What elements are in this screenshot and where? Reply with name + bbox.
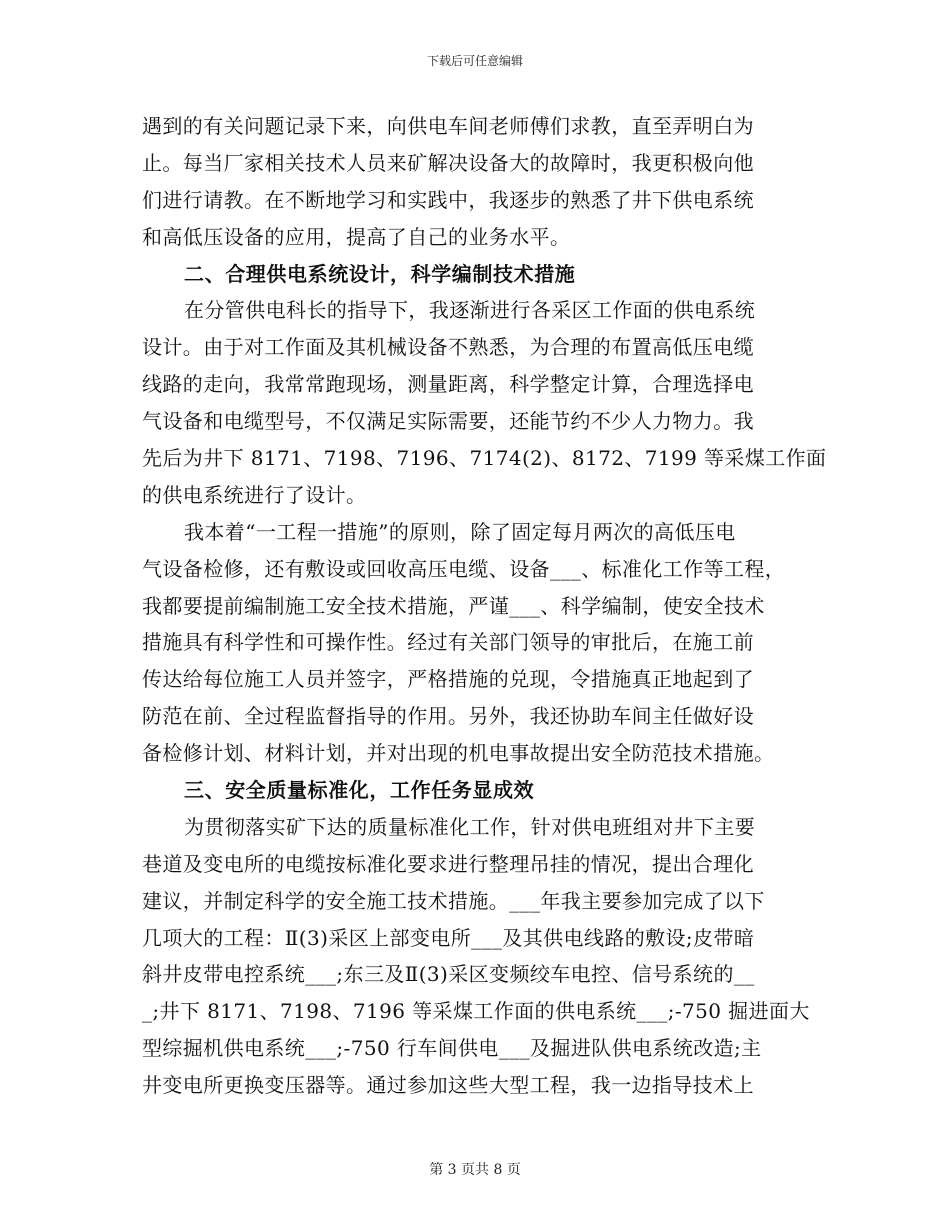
text-line: 线路的走向，我常常跑现场，测量距离，科学整定计算，合理选择电 [142,372,754,397]
text-line: 气设备和电缆型号，不仅满足实际需要，还能节约不少人力物力。我 [142,409,754,434]
text-line: 我都要提前编制施工安全技术措施，严谨___、科学编制，使安全技术 [142,593,765,618]
text-line: 防范在前、全过程监督指导的作用。另外，我还协助车间主任做好设 [142,704,754,729]
text-line: 备检修计划、材料计划，并对出现的机电事故提出安全防范技术措施。 [142,741,775,766]
page-footer: 第 3 页共 8 页 [429,1162,521,1178]
section-heading-3: 三、安全质量标准化，工作任务显成效 [184,778,535,803]
section-heading-2: 二、合理供电系统设计，科学编制技术措施 [184,261,576,286]
text-line: 措施具有科学性和可操作性。经过有关部门领导的审批后，在施工前 [142,630,754,655]
text-line: 止。每当厂家相关技术人员来矿解决设备大的故障时，我更积极向他 [142,150,754,175]
document-body [142,108,827,1104]
text-line: 在分管供电科长的指导下，我逐渐进行各采区工作面的供电系统 [184,298,756,323]
text-line: 型综掘机供电系统___;-750 行车间供电___及掘进队供电系统改造;主 [142,1036,762,1061]
text-line: 和高低压设备的应用，提高了自己的业务水平。 [142,224,571,249]
text-line: 我本着“一工程一措施”的原则，除了固定每月两次的高低压电 [184,519,736,544]
text-line: 设计。由于对工作面及其机械设备不熟悉，为合理的布置高低压电缆 [142,335,754,360]
text-line: 的供电系统进行了设计。 [142,482,367,507]
text-line: 斜井皮带电控系统___;东三及Ⅱ(3)采区变频绞车电控、信号系统的__ [142,962,755,987]
text-line: 井变电所更换变压器等。通过参加这些大型工程，我一边指导技术上 [142,1073,754,1098]
text-line: 们进行请教。在不断地学习和实践中，我逐步的熟悉了井下供电系统 [142,187,754,212]
text-line: 建议，并制定科学的安全施工技术措施。___年我主要参加完成了以下 [142,888,765,913]
text-line: 遇到的有关问题记录下来，向供电车间老师傅们求教，直至弄明白为 [142,114,754,138]
text-line: 先后为井下 8171、7198、7196、7174(2)、8172、7199 等采煤工作面 [142,446,827,471]
text-line: 气设备检修，还有敷设或回收高压电缆、设备___、标准化工作等工程， [142,556,786,581]
text-line: _;井下 8171、7198、7196 等采煤工作面的供电系统___;-750 掘进面大 [142,999,810,1024]
text-line: 传达给每位施工人员并签字，严格措施的兑现，令措施真正地起到了 [142,667,754,692]
text-line: 为贯彻落实矿下达的质量标准化工作，针对供电班组对井下主要 [184,814,756,839]
page-header: 下载后可任意编辑 [426,54,523,68]
text-line: 几项大的工程：Ⅱ(3)采区上部变电所___及其供电线路的敷设;皮带暗 [142,925,755,950]
text-line: 巷道及变电所的电缆按标准化要求进行整理吊挂的情况，提出合理化 [142,851,754,876]
